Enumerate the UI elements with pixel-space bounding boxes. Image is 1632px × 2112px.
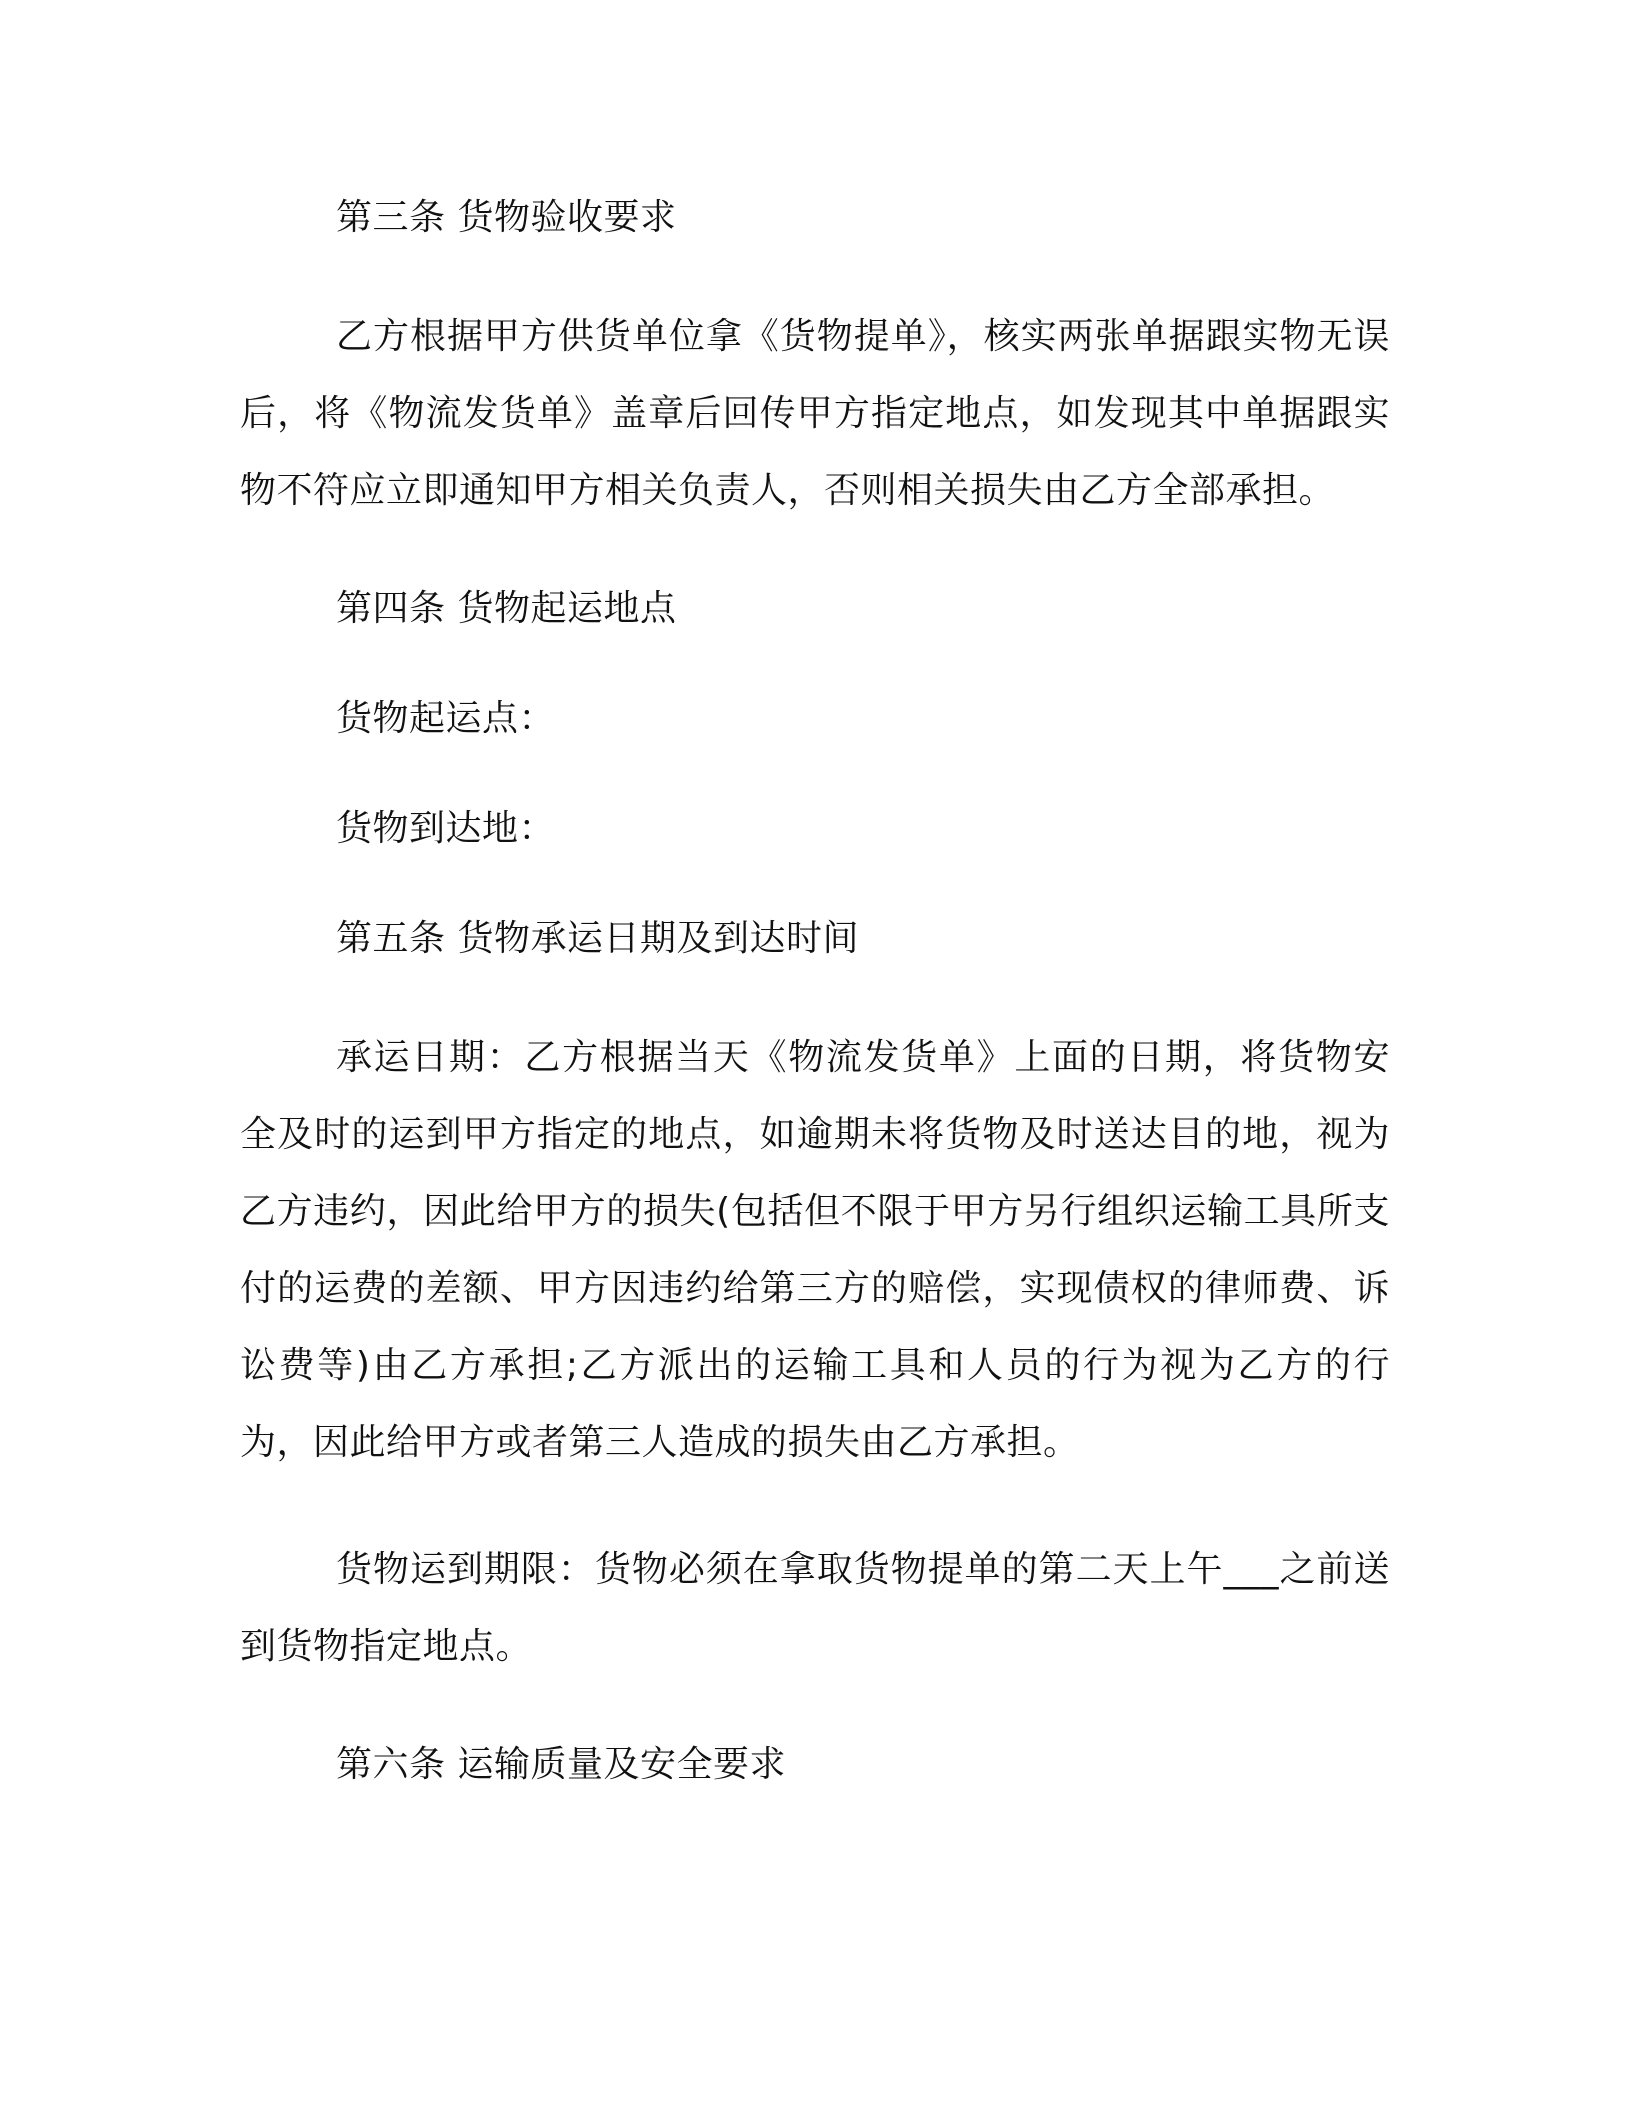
article-4-heading: 第四条 货物起运地点 — [336, 588, 677, 629]
article-5-deadline-text: 货物运到期限：货物必须在拿取货物提单的第二天上午___之前送到货物指定地点。 — [240, 1549, 1390, 1667]
article-3-text: 乙方根据甲方供货单位拿《货物提单》，核实两张单据跟实物无误后，将《物流发货单》盖章后回传甲方指定地点，如发现其中单据跟实物不符应立即通知甲方相关负责人，否则相关损失由乙方全部承担。 — [240, 316, 1390, 511]
article-3-heading: 第三条 货物验收要求 — [336, 197, 677, 238]
article-5-heading: 第五条 货物承运日期及到达时间 — [336, 918, 859, 959]
article-4-origin: 货物起运点： — [336, 698, 556, 739]
article-4-destination: 货物到达地： — [336, 808, 556, 849]
article-5-date-text: 承运日期：乙方根据当天《物流发货单》上面的日期，将货物安全及时的运到甲方指定的地点，如逾期未将货物及时送达目的地，视为乙方违约，因此给甲方的损失(包括但不限于甲方另行组织运输工具所支付的运费的差额、甲方因违约给第三方的赔偿，实现债权的律师费、诉讼费等)由乙方承担;乙方派出的运输工具和人员的行为视为乙方的行为，因此给甲方或者第三人造成的损失由乙方承担。 — [240, 1037, 1390, 1463]
document-body — [240, 188, 1390, 1845]
article-6-heading: 第六条 运输质量及安全要求 — [336, 1744, 786, 1785]
